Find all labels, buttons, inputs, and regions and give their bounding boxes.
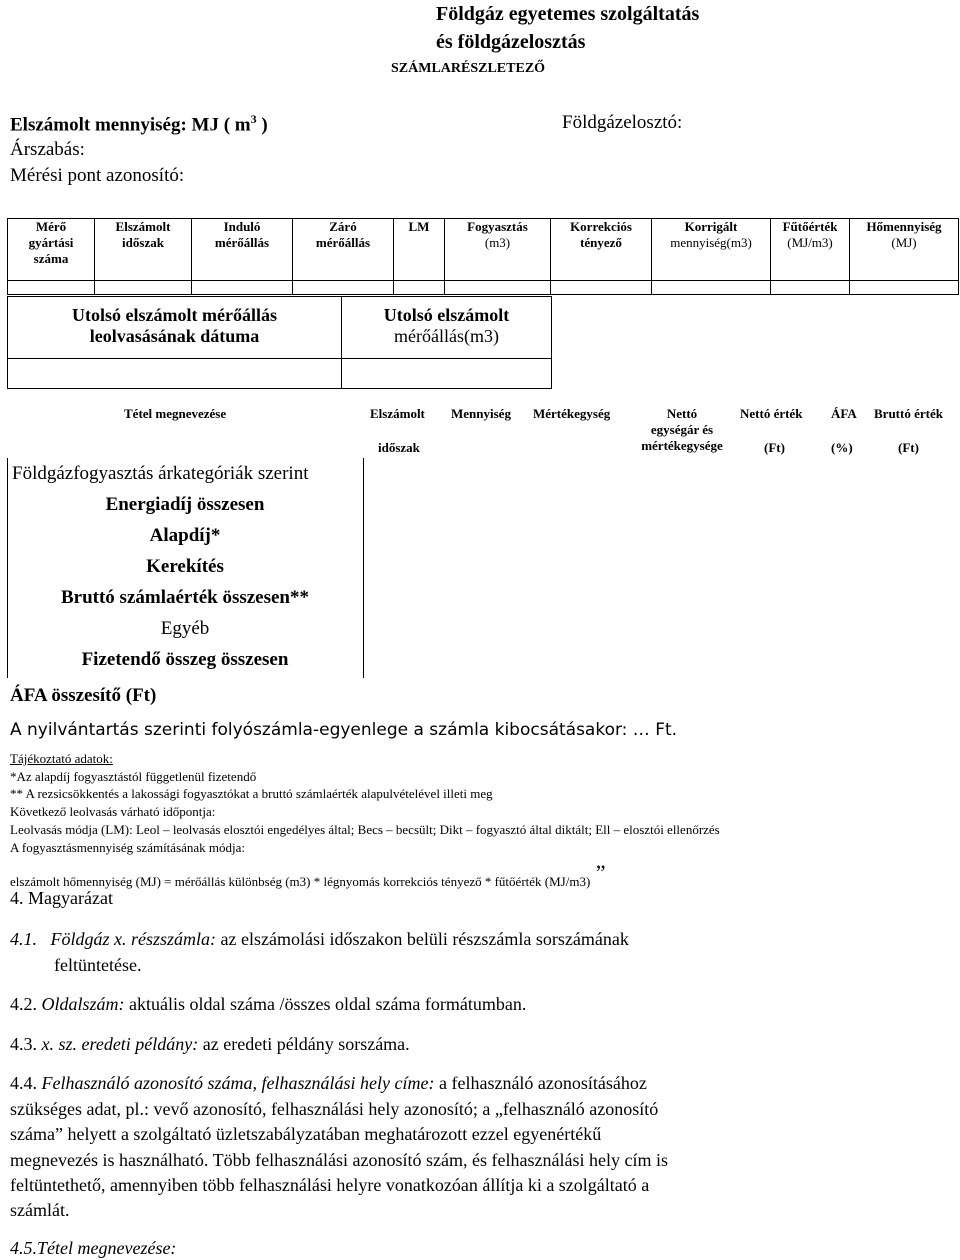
item-row-consumption: Földgázfogyasztás árkategóriák szerint	[12, 463, 309, 484]
item-col-period: Elszámolt	[370, 406, 425, 421]
meter-col-calorific: Fűtőérték (MJ/m3)	[771, 219, 850, 281]
item-row-energy: Energiadíj összesen	[105, 494, 265, 515]
reading-col-value: Utolsó elszámolt mérőállás(m3)	[342, 297, 552, 359]
item-col-vat-2: (%)	[831, 440, 853, 455]
explain-4-1-cont: feltüntetése.	[54, 955, 142, 975]
note-formula: elszámolt hőmennyiség (MJ) = mérőállás különbség (m3) * légnyomás korrekciós tényező * fűtőérték (MJ/m3) ”	[10, 860, 606, 889]
explain-4-1: 4.1. Földgáz x. részszámla: az elszámolási időszakon belüli részszámla sorszámának	[10, 929, 629, 949]
meter-col-corrected: Korrigált mennyiség(m3)	[652, 219, 771, 281]
meter-col-period: Elszámolt időszak	[95, 219, 192, 281]
meter-col-lm: LM	[394, 219, 445, 281]
item-row-other: Egyéb	[160, 618, 210, 639]
explain-title: 4. Magyarázat	[10, 888, 113, 908]
item-row-base-fee: Alapdíj*	[149, 525, 221, 546]
meter-col-end: Záró mérőállás	[293, 219, 394, 281]
meter-id-label: Mérési pont azonosító:	[10, 165, 185, 186]
vat-summary: ÁFA összesítő (Ft)	[10, 685, 157, 706]
note-next-reading: Következő leolvasás várható időpontja:	[10, 804, 216, 819]
reading-table	[7, 296, 552, 389]
item-col-name: Tétel megnevezése	[124, 406, 227, 421]
item-col-period-2: időszak	[378, 440, 420, 455]
explain-4-4-l5: feltüntethető, amennyiben több felhasználási helyre vonatkozóan állítja ki a szolgáltató a	[10, 1175, 650, 1195]
note-reduction: ** A rezsicsökkentés a lakossági fogyasztókat a bruttó számlaérték alapulvételével illeti meg	[10, 786, 493, 801]
title-line-2: és földgázelosztás	[436, 31, 586, 53]
notes-heading: Tájékoztató adatok:	[10, 751, 113, 766]
meter-col-consumption: Fogyasztás (m3)	[445, 219, 551, 281]
explain-4-4: 4.4. Felhasználó azonosító száma, felhasználási hely címe: a felhasználó azonosításához	[10, 1073, 647, 1093]
item-col-net: Nettó érték	[740, 406, 803, 421]
item-col-unit: Mértékegység	[533, 406, 611, 421]
item-col-qty: Mennyiség	[451, 406, 511, 421]
balance-text: A nyilvántartás szerinti folyószámla-egyenlege a számla kibocsátásakor: … Ft.	[10, 720, 678, 740]
explain-4-3: 4.3. x. sz. eredeti példány: az eredeti példány sorszáma.	[10, 1034, 410, 1054]
explain-4-4-l4: megnevezés is használható. Több felhasználási azonosító szám, és felhasználási hely cím is	[10, 1150, 668, 1170]
explain-4-2: 4.2. Oldalszám: aktuális oldal száma /összes oldal száma formátumban.	[10, 994, 527, 1014]
note-calc-method: A fogyasztásmennyiség számításának módja:	[10, 840, 246, 855]
item-col-vat: ÁFA	[831, 406, 857, 421]
pricing-label: Árszabás:	[10, 139, 85, 160]
title-line-1: Földgáz egyetemes szolgáltatás	[436, 3, 700, 25]
meter-col-correction: Korrekciós tényező	[551, 219, 652, 281]
item-row-gross-total: Bruttó számlaérték összesen**	[60, 587, 309, 608]
item-col-net-2: (Ft)	[764, 440, 785, 455]
subtitle: SZÁMLARÉSZLETEZŐ	[391, 61, 546, 76]
qty-label: Elszámolt mennyiség: MJ ( $m^3$ )	[10, 112, 268, 136]
distributor-label: Földgázelosztó:	[562, 112, 683, 133]
item-col-unitprice: Nettó egységár és mértékegysége	[641, 406, 723, 453]
note-reading-mode: Leolvasás módja (LM): Leol – leolvasás elosztói engedélyes által; Becs – becsült; Dikt – fogyasztó által diktált; Ell – elosztói ellenőrzés	[10, 822, 720, 837]
explain-4-4-l3: száma” helyett a szolgáltató üzletszabályzatában meghatározott ezzel egyenértékű	[10, 1124, 602, 1144]
item-row-payable: Fizetendő összeg összesen	[81, 649, 289, 670]
reading-col-date: Utolsó elszámolt mérőállás leolvasásának dátuma	[8, 297, 342, 359]
explain-4-4-l2: szükséges adat, pl.: vevő azonosító, felhasználási hely azonosító; a „felhasználó azonosító	[10, 1099, 659, 1119]
item-row-rounding: Kerekítés	[146, 556, 224, 577]
explain-4-5: 4.5.Tétel megnevezése:	[10, 1238, 177, 1258]
meter-col-heat: Hőmennyiség (MJ)	[850, 219, 959, 281]
note-base-fee: *Az alapdíj fogyasztástól függetlenül fizetendő	[10, 769, 257, 784]
item-col-gross-2: (Ft)	[898, 440, 919, 455]
item-col-gross: Bruttó érték	[874, 406, 943, 421]
meter-table	[7, 218, 959, 295]
explain-4-4-l6: számlát.	[10, 1200, 70, 1220]
meter-col-serial: Mérő gyártási száma	[8, 219, 95, 281]
meter-col-start: Induló mérőállás	[192, 219, 293, 281]
